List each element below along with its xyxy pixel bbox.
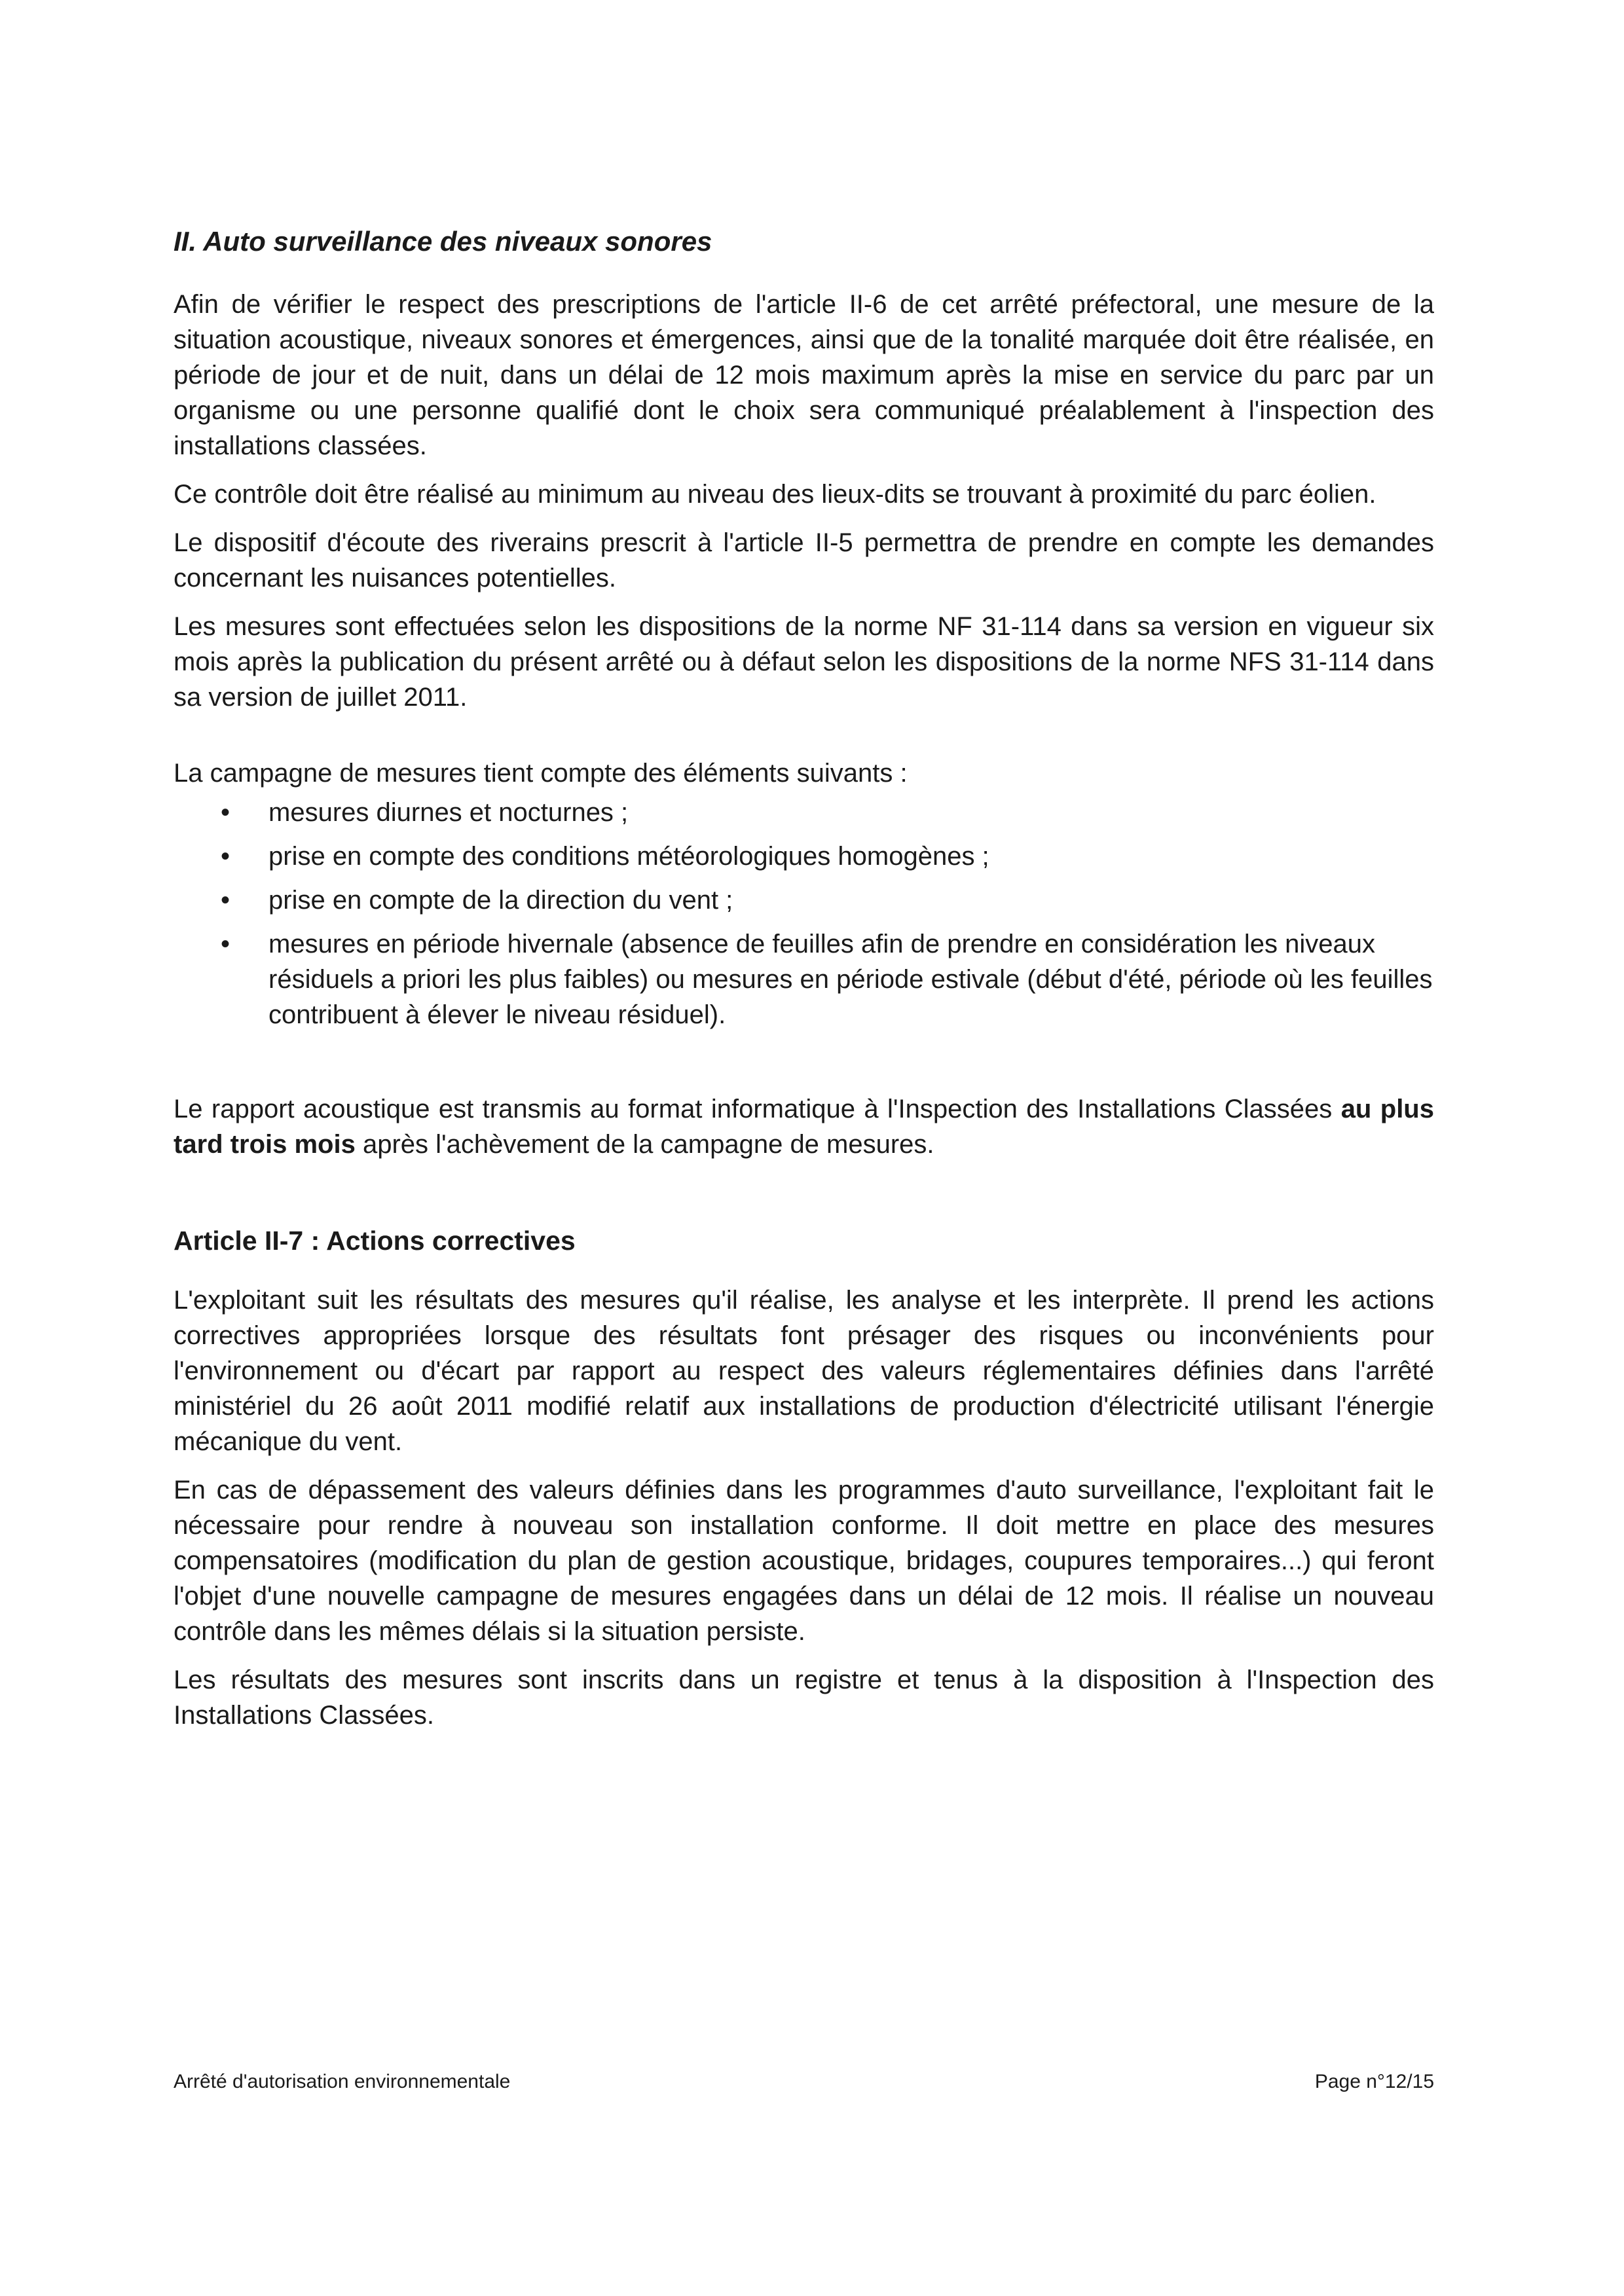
section-title: II. Auto surveillance des niveaux sonores (174, 226, 712, 257)
rapport-deadline-emphasis: au plus tard trois mois (174, 1095, 1434, 1159)
page-content (174, 223, 1434, 1746)
bullet-icon: • (221, 798, 231, 827)
bullet-icon: • (221, 886, 231, 915)
list-item (174, 839, 1434, 874)
list-item (174, 926, 1434, 1032)
list-item-text: mesures diurnes et nocturnes ; (268, 798, 629, 827)
rapport-text-before: Le rapport acoustique est transmis au format informatique à l'Inspection des Installations Classées (174, 1095, 1341, 1123)
list-item (174, 883, 1434, 918)
paragraph-rapport (174, 1091, 1434, 1162)
paragraph-depassement: En cas de dépassement des valeurs définies dans les programmes d'auto surveillance, l'exploitant fait le nécessaire pour rendre à nouveau son installation conforme. Il doit mettre en place des mesures compensatoires (modification du plan de gestion acoustique, bridages, coupures temporaires...) qui feront l'objet d'une nouvelle campagne de mesures engagées dans un délai de 12 mois. Il réalise un nouveau contrôle dans les mêmes délais si la situation persiste. (174, 1476, 1434, 1646)
paragraph-controle: Ce contrôle doit être réalisé au minimum au niveau des lieux-dits se trouvant à proximité du parc éolien. (174, 480, 1376, 509)
list-item-text: prise en compte des conditions météorologiques homogènes ; (268, 842, 989, 871)
bullet-icon: • (221, 930, 231, 958)
list-item (174, 795, 1434, 830)
footer-document-title: Arrêté d'autorisation environnementale (174, 2071, 511, 2092)
paragraph-suivi-resultats: L'exploitant suit les résultats des mesures qu'il réalise, les analyse et les interprète. Il prend les actions correctives appropriées lorsque des résultats font présager des risques ou inconvénients pour l'environnement ou d'écart par rapport au respect des valeurs réglementaires définies dans l'arrêté ministériel du 26 août 2011 modifié relatif aux installations de production d'électricité utilisant l'énergie mécanique du vent. (174, 1286, 1434, 1456)
bullet-icon: • (221, 842, 231, 871)
bullet-list (174, 795, 1434, 1032)
paragraph-prescriptions: Afin de vérifier le respect des prescriptions de l'article II-6 de cet arrêté préfectoral, une mesure de la situation acoustique, niveaux sonores et émergences, ainsi que de la tonalité marquée doit être réalisée, en période de jour et de nuit, dans un délai de 12 mois maximum après la mise en service du parc par un organisme ou une personne qualifié dont le choix sera communiqué préalablement à l'inspection des installations classées. (174, 290, 1434, 460)
list-item-text: mesures en période hivernale (absence de feuilles afin de prendre en considération les niveaux résiduels a priori les plus faibles) ou mesures en période estivale (début d'été, période où les feuilles contribuent à élever le niveau résiduel). (268, 930, 1433, 1029)
paragraph-registre: Les résultats des mesures sont inscrits dans un registre et tenus à la disposition à l'Inspection des Installations Classées. (174, 1666, 1434, 1730)
paragraph-norme: Les mesures sont effectuées selon les dispositions de la norme NF 31-114 dans sa version en vigueur six mois après la publication du présent arrêté ou à défaut selon les dispositions de la norme NFS 31-114 dans sa version de juillet 2011. (174, 612, 1434, 712)
rapport-text-after: après l'achèvement de la campagne de mesures. (355, 1130, 934, 1159)
article-title: Article II-7 : Actions correctives (174, 1226, 576, 1256)
paragraph-dispositif-ecoute: Le dispositif d'écoute des riverains prescrit à l'article II-5 permettra de prendre en compte les demandes concernant les nuisances potentielles. (174, 528, 1434, 592)
list-intro: La campagne de mesures tient compte des éléments suivants : (174, 759, 908, 788)
list-item-text: prise en compte de la direction du vent ; (268, 886, 733, 915)
footer-page-number: Page n°12/15 (1314, 2071, 1434, 2092)
